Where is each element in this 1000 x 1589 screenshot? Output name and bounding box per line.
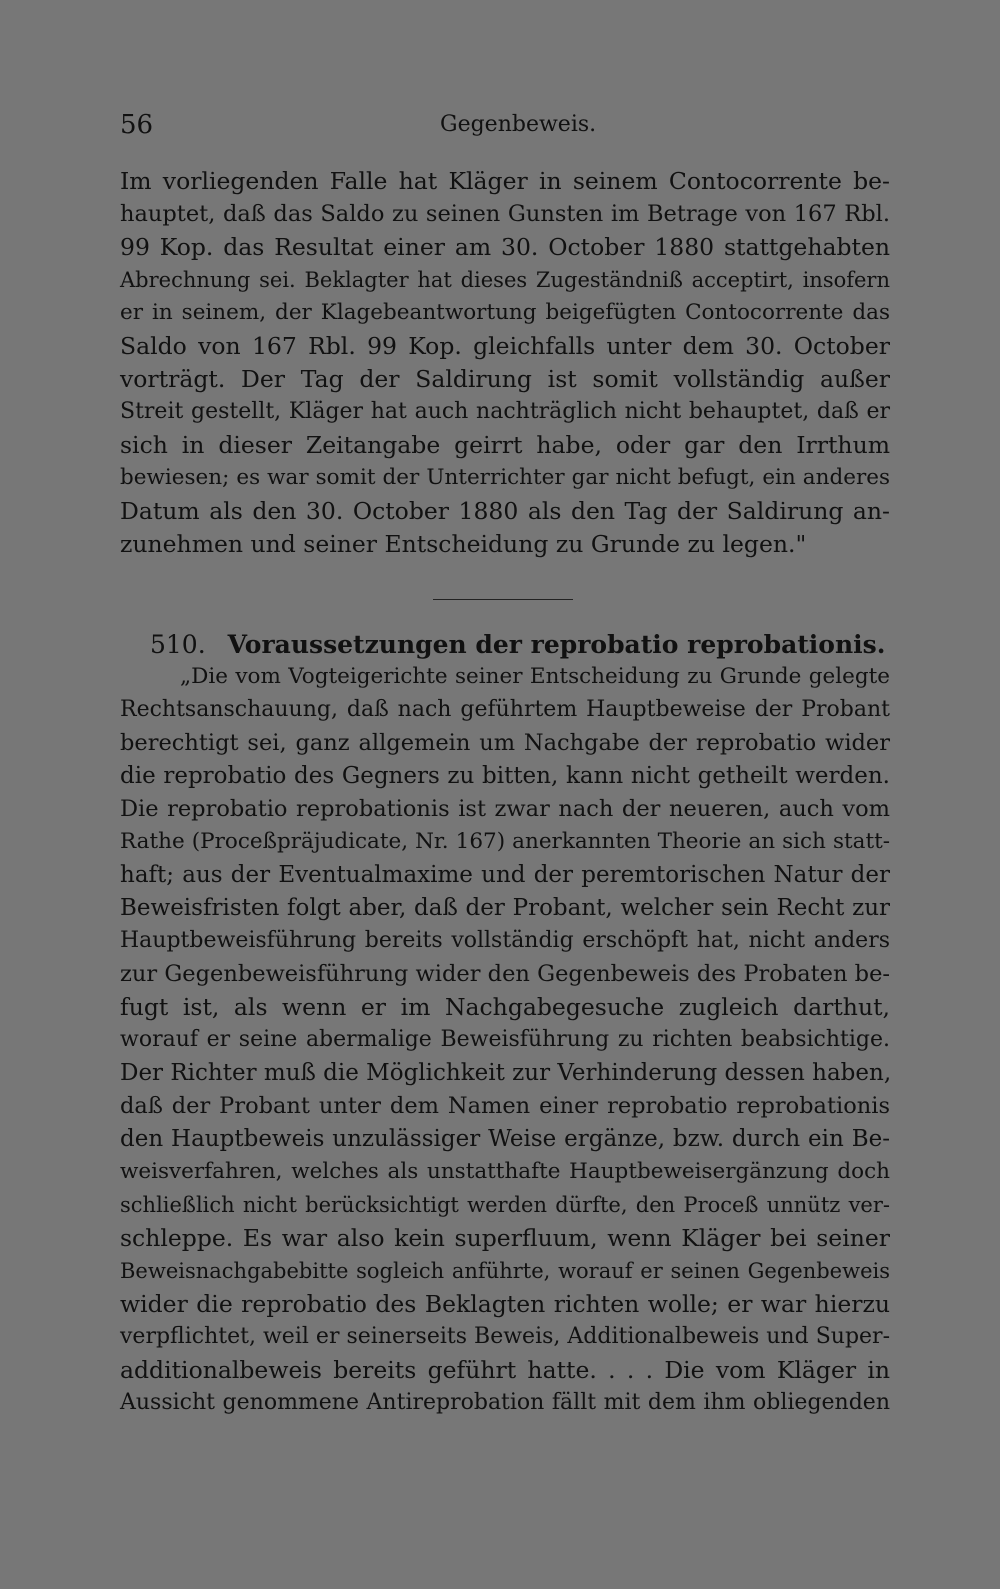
para2-line: Der Richter muß die Möglichkeit zur Verhinderung dessen haben, (120, 1060, 892, 1086)
para1-line: bewiesen; es war somit der Unterrichter gar nicht befugt, ein anderes (120, 465, 890, 490)
para1-line: hauptet, daß das Saldo zu seinen Gunsten im Betrage von 167 Rbl. (120, 201, 890, 227)
page-header (120, 110, 890, 140)
para2-line: den Hauptbeweis unzulässiger Weise ergänze, bzw. durch ein Be- (120, 1126, 890, 1152)
para2-line: Aussicht genommene Antireprobation fällt mit dem ihm obliegenden (120, 1390, 890, 1415)
para2-line: additionalbeweis bereits geführt hatte. . . . Die vom Kläger in (120, 1356, 890, 1384)
para1-line: Datum als den 30. October 1880 als den Tag der Saldirung an- (120, 497, 890, 525)
para1-line: zunehmen und seiner Entscheidung zu Grunde zu legen." (120, 530, 807, 558)
para1-line: Streit gestellt, Kläger hat auch nachträglich nicht behauptet, daß er (120, 399, 890, 424)
para2-line: schließlich nicht berücksichtigt werden dürfte, den Proceß unnütz ver- (120, 1193, 890, 1217)
para1-line: er in seinem, der Klagebeantwortung beigefügten Contocorrente das (120, 300, 890, 325)
para2-line: verpflichtet, weil er seinerseits Beweis, Additionalbeweis und Super- (120, 1324, 890, 1349)
para2-line: berechtigt sei, ganz allgemein um Nachgabe der reprobatio wider (120, 730, 890, 756)
para2-line: daß der Probant unter dem Namen einer reprobatio reprobationis (120, 1093, 890, 1119)
para1-line: Saldo von 167 Rbl. 99 Kop. gleichfalls unter dem 30. October (120, 332, 890, 360)
para1-line: 99 Kop. das Resultat einer am 30. October 1880 stattgehabten (120, 233, 890, 261)
para2-line: wider die reprobatio des Beklagten richten wolle; er war hierzu (120, 1290, 890, 1318)
para2-line: schleppe. Es war also kein superfluum, wenn Kläger bei seiner (120, 1224, 890, 1252)
para2-line: „Die vom Vogteigerichte seiner Entscheidung zu Grunde gelegte (180, 664, 890, 689)
para2-line: Die reprobatio reprobationis ist zwar nach der neueren, auch vom (120, 796, 890, 822)
para2-line: Rathe (Proceßpräjudicate, Nr. 167) anerkannten Theorie an sich statt- (120, 829, 890, 854)
para2-line: zur Gegenbeweisführung wider den Gegenbeweis des Probaten be- (120, 961, 890, 987)
page-number: 56 (120, 110, 154, 140)
section-divider (433, 599, 573, 600)
para2-line: Hauptbeweisführung bereits vollständig erschöpft hat, nicht anders (120, 928, 890, 953)
para2-line: weisverfahren, welches als unstatthafte Hauptbeweisergänzung doch (120, 1159, 890, 1184)
para2-line: haft; aus der Eventualmaxime und der peremtorischen Natur der (120, 862, 890, 888)
para2-line: fugt ist, als wenn er im Nachgabegesuche zugleich darthut, (120, 993, 890, 1021)
section-heading (150, 628, 886, 662)
para1-line: sich in dieser Zeitangabe geirrt habe, oder gar den Irrthum (120, 431, 890, 459)
para2-line: die reprobatio des Gegners zu bitten, kann nicht getheilt werden. (120, 763, 890, 789)
section-title: Voraussetzungen der reprobatio reprobationis. (227, 630, 886, 659)
para1-line: Abrechnung sei. Beklagter hat dieses Zugeständniß acceptirt, insofern (120, 268, 890, 292)
para2-line: Beweisnachgabebitte sogleich anführte, worauf er seinen Gegenbeweis (120, 1259, 890, 1283)
para1-line: Im vorliegenden Falle hat Kläger in seinem Contocorrente be- (120, 167, 890, 195)
para2-line: Beweisfristen folgt aber, daß der Probant, welcher sein Recht zur (120, 895, 890, 921)
para1-line: vorträgt. Der Tag der Saldirung ist somit vollständig außer (120, 365, 890, 393)
section-number: 510. (150, 630, 206, 659)
running-head: Gegenbeweis. (440, 112, 597, 137)
para2-line: worauf er seine abermalige Beweisführung zu richten beabsichtige. (120, 1027, 890, 1052)
para2-line: Rechtsanschauung, daß nach geführtem Hauptbeweise der Probant (120, 697, 890, 722)
